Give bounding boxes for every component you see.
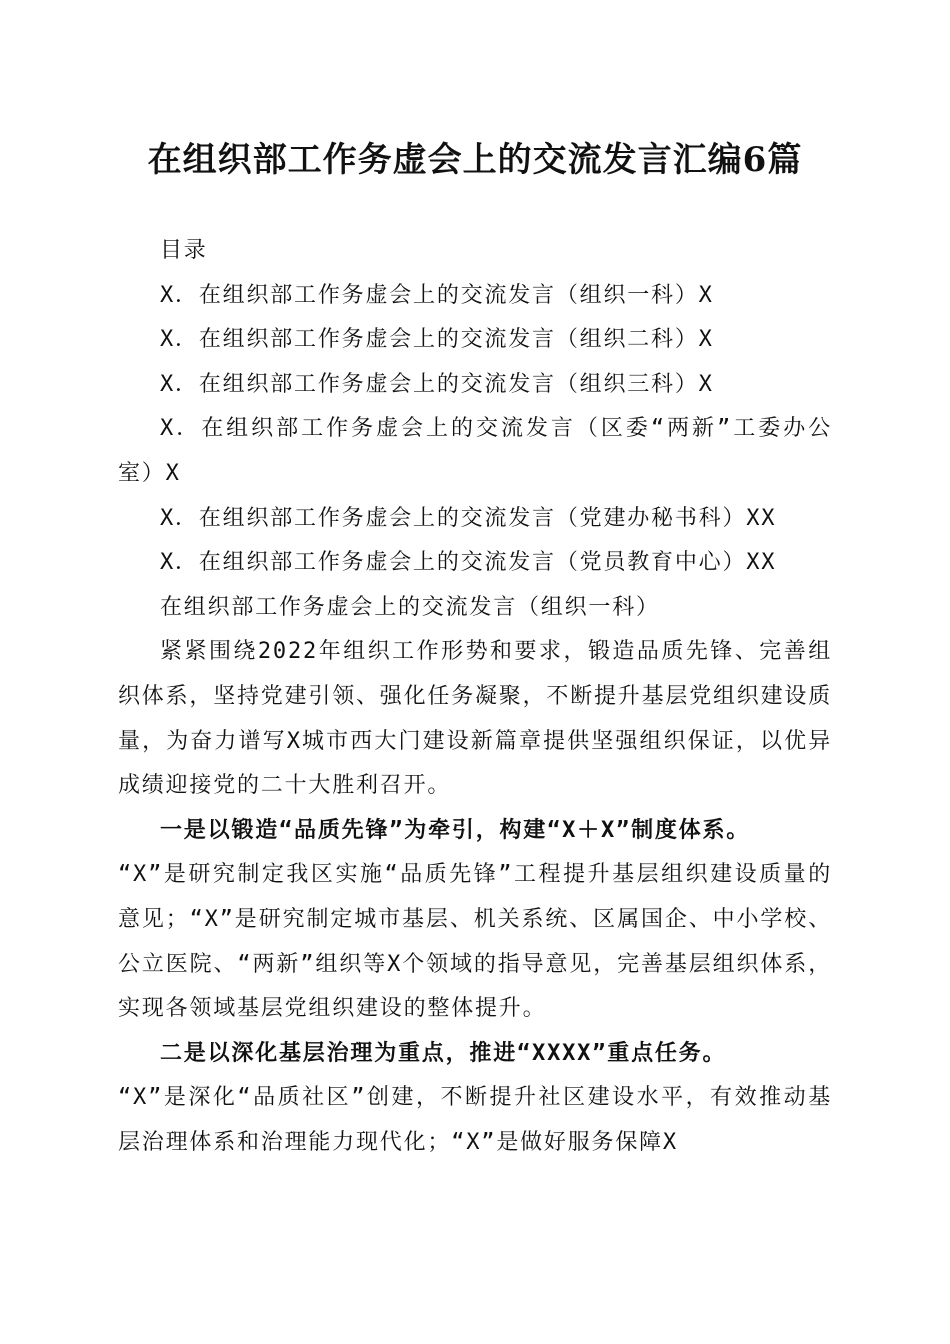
toc-item: X．在组织部工作务虚会上的交流发言（党员教育中心）XX [160,550,777,576]
point-one-text: “X”是研究制定我区实施“品质先锋”工程提升基层组织建设质量的意见；“X”是研究制定城市基层、机关系统、区属国企、中小学校、公立医院、“两新”组织等X个领域的指导意见，完善基层组织体系，实现各领域基层党组织建设的整体提升。 [118,862,832,1022]
toc-item: X．在组织部工作务虚会上的交流发言（区委“两新”工委办公室）X [118,416,832,486]
point-one-lead: 一是以锻造“品质先锋”为牵引，构建“X＋X”制度体系。 [160,817,751,843]
toc-item: X．在组织部工作务虚会上的交流发言（党建办秘书科）XX [160,505,777,531]
toc-item: X．在组织部工作务虚会上的交流发言（组织三科）X [160,371,714,397]
toc-item: X．在组织部工作务虚会上的交流发言（组织二科）X [160,327,714,353]
toc-heading: 目录 [160,238,208,263]
point-two-text: “X”是深化“品质社区”创建，不断提升社区建设水平，有效推动基层治理体系和治理能力现代化；“X”是做好服务保障X [118,1085,832,1155]
document-body [118,229,832,1165]
point-two-lead: 二是以深化基层治理为重点，推进“XXXX”重点任务。 [160,1040,727,1066]
toc-item: X．在组织部工作务虚会上的交流发言（组织一科）X [160,282,714,308]
section-heading: 在组织部工作务虚会上的交流发言（组织一科） [160,594,660,620]
body-paragraph: 紧紧围绕2022年组织工作形势和要求，锻造品质先锋、完善组织体系，坚持党建引领、强化任务凝聚，不断提升基层党组织建设质量，为奋力谱写X城市西大门建设新篇章提供坚强组织保证，以优异成绩迎接党的二十大胜利召开。 [118,639,833,799]
document-title: 在组织部工作务虚会上的交流发言汇编6篇 [147,140,803,180]
